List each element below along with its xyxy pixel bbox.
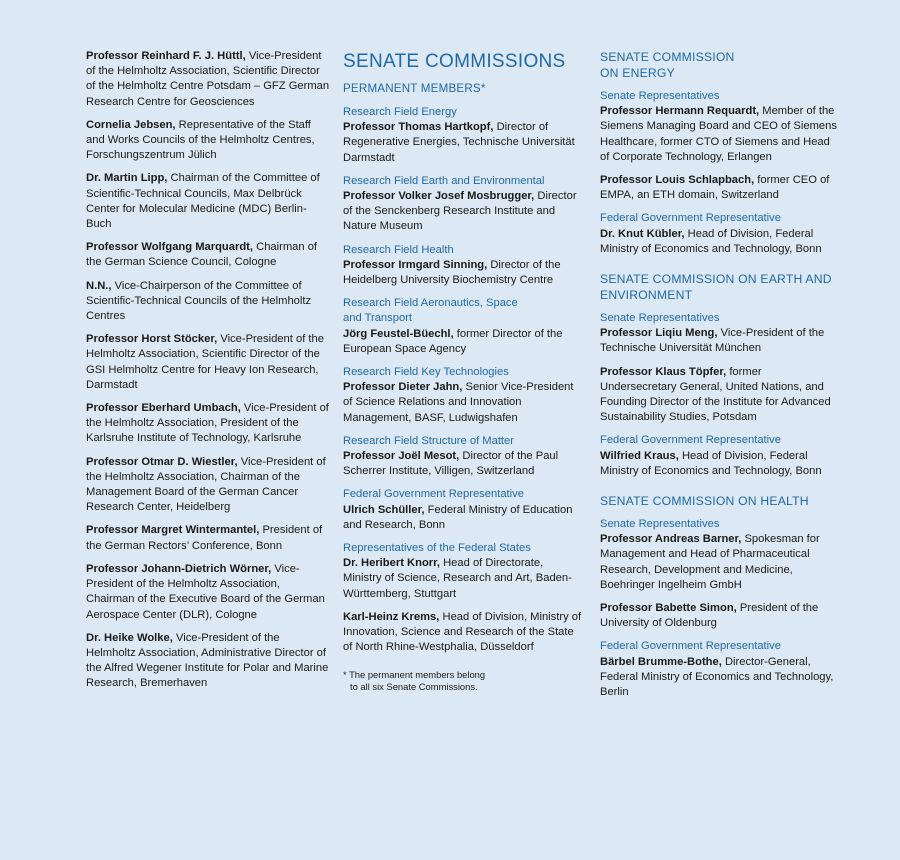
member-entry	[86, 49, 330, 110]
title-line: ON ENERGY	[600, 66, 675, 80]
member-entry	[86, 332, 330, 393]
member-name: Professor Horst Stöcker,	[86, 333, 218, 346]
member-name: Professor Joël Mesot,	[343, 450, 460, 463]
member-desc: Director-General, Federal Ministry of Economics and Technology, Berlin	[600, 655, 834, 699]
member-desc: Chairman of the German Science Council, Cologne	[86, 241, 318, 269]
member-desc: Vice-President of the Helmholtz Association, Administrative Director of the Alfred Wegener Institute for Polar and Marine Research, Bremerhaven	[86, 631, 329, 690]
member-name: Professor Thomas Hartkopf,	[343, 121, 494, 134]
member-desc: former Undersecretary General, United Nations, and Founding Director of the Institute for Advanced Sustainability Studies, Potsdam	[600, 365, 831, 424]
member-name: Professor Johann-Dietrich Wörner,	[86, 562, 272, 575]
member-name: Professor Louis Schlapbach,	[600, 174, 755, 187]
member-entry	[600, 173, 840, 203]
member-name: Professor Hermann Requardt,	[600, 105, 760, 118]
member-name: Ulrich Schüller,	[343, 503, 425, 516]
member-entry	[343, 503, 583, 533]
member-entry	[343, 327, 583, 357]
research-field-block	[343, 434, 583, 480]
member-desc: Vice-President of the Helmholtz Association, Chairman of the Management Board of the German Cancer Research Center, Heidelberg	[86, 455, 326, 514]
member-entry	[86, 401, 330, 447]
member-name: Professor Margret Wintermantel,	[86, 524, 260, 537]
footnote-line: * The permanent members belong	[343, 668, 486, 680]
member-name: Professor Irmgard Sinning,	[343, 258, 488, 271]
member-entry	[343, 189, 583, 235]
research-field-label: Research Field Aeronautics, Space and Transport	[343, 297, 518, 325]
member-desc: Member of the Siemens Managing Board and CEO of Siemens Healthcare, former CTO of Siemens and Head of Corporate Technology, Erlangen	[600, 105, 837, 163]
member-entry	[600, 365, 840, 426]
member-entry	[86, 171, 330, 232]
member-desc: Head of Directorate, Ministry of Science, Research and Art, Baden-Württemberg, Stuttgart	[343, 557, 572, 600]
federal-government-label: Federal Government Representative	[600, 434, 781, 447]
senate-representatives-label: Senate Representatives	[600, 312, 720, 325]
member-name: Dr. Martin Lipp,	[86, 172, 168, 185]
member-name: Professor Volker Josef Mosbrugger,	[343, 190, 535, 203]
member-name: Professor Liqiu Meng,	[600, 327, 718, 340]
member-entry	[86, 631, 330, 692]
member-name: Bärbel Brumme-Bothe,	[600, 655, 722, 668]
member-desc: Director of Regenerative Energies, Technische Universität Darmstadt	[343, 121, 575, 164]
member-desc: Senior Vice-President of Science Relations and Innovation Management, BASF, Ludwigshafen	[343, 381, 574, 424]
member-desc: Head of Division, Federal Ministry of Economics and Technology, Bonn	[600, 227, 822, 255]
federal-government-label: Federal Government Representative	[600, 212, 781, 225]
permanent-members-heading: PERMANENT MEMBERS*	[343, 82, 486, 95]
member-desc: President of the German Rectors’ Conference, Bonn	[86, 524, 323, 552]
federal-government-label: Federal Government Representative	[343, 488, 524, 501]
right-column	[600, 49, 840, 700]
research-field-block	[343, 243, 583, 289]
member-desc: Director of the Heidelberg University Biochemistry Centre	[343, 258, 561, 287]
federal-government-block	[343, 487, 583, 533]
member-desc: Director of the Paul Scherrer Institute, Villigen, Switzerland	[343, 450, 559, 478]
member-desc: Vice-President of the Helmholtz Association, Scientific Director of the Helmholtz Centre Potsdam – GFZ German Research Centre for Geosciences	[86, 50, 330, 108]
left-column	[86, 49, 330, 700]
member-entry	[86, 279, 330, 325]
member-entry	[600, 532, 840, 593]
senate-representatives-label: Senate Representatives	[600, 90, 720, 102]
member-name: Dr. Heike Wolke,	[86, 631, 173, 644]
member-entry	[600, 326, 840, 356]
member-desc: Head of Division, Ministry of Innovation, Science and Research of the State of North Rhine-Westphalia, Düsseldorf	[343, 610, 582, 654]
member-name: Jörg Feustel-Büechl,	[343, 327, 454, 340]
member-name: Dr. Knut Kübler,	[600, 227, 685, 240]
title-line: ENVIRONMENT	[600, 288, 693, 303]
title-line: SENATE COMMISSION ON EARTH AND	[600, 272, 832, 287]
research-field-block	[343, 365, 583, 426]
research-field-block	[343, 296, 583, 357]
commission-earth-title	[600, 271, 840, 303]
member-desc: Vice-Chairperson of the Committee of Scientific-Technical Councils of the Helmholtz Centres	[86, 279, 312, 323]
member-entry	[86, 562, 330, 623]
federal-states-block	[343, 610, 583, 656]
member-entry	[343, 449, 583, 479]
member-desc: Vice-President of the Helmholtz Association, President of the Karlsruhe Institute of Technology, Karlsruhe	[86, 402, 329, 445]
member-name: Wilfried Kraus,	[600, 449, 679, 462]
federal-states-label: Representatives of the Federal States	[343, 542, 531, 555]
member-desc: Head of Division, Federal Ministry of Economics and Technology, Bonn	[600, 449, 822, 477]
research-field-label: Research Field Health	[343, 243, 454, 256]
member-name: Professor Babette Simon,	[600, 602, 737, 615]
member-entry	[343, 380, 583, 426]
member-name: Cornelia Jebsen,	[86, 118, 176, 131]
member-entry	[86, 523, 330, 553]
member-entry	[343, 610, 583, 656]
member-entry	[600, 449, 840, 479]
member-name: Professor Eberhard Umbach,	[86, 402, 241, 415]
member-name: Professor Dieter Jahn,	[343, 381, 463, 394]
member-name: Professor Reinhard F. J. Hüttl,	[86, 50, 246, 62]
member-name: Professor Otmar D. Wiestler,	[86, 455, 238, 468]
member-desc: Vice-President of the Helmholtz Association, Chairman of the Executive Board of the German Aerospace Center (DLR), Cologne	[86, 562, 325, 621]
member-entry	[86, 240, 330, 270]
member-entry	[86, 118, 330, 164]
page-title: SENATE COMMISSIONS	[343, 51, 566, 72]
commission-energy-title	[600, 49, 840, 81]
footnote-line: to all six Senate Commissions.	[350, 680, 478, 692]
member-desc: Director of the Senckenberg Research Institute and Nature Museum	[343, 190, 577, 233]
federal-states-block	[343, 541, 583, 602]
research-field-block	[343, 105, 583, 166]
member-desc: Spokesman for Management and Head of Pharmaceutical Research, Development and Medicine, Boehringer Ingelheim GmbH	[600, 533, 820, 591]
footnote	[343, 669, 583, 693]
research-field-label: Research Field Key Technologies	[343, 366, 509, 379]
member-desc: Vice-President of the Helmholtz Association, Scientific Director of the GSI Helmholtz Centre for Heavy Ion Research, Darmstadt	[86, 333, 324, 391]
member-entry	[600, 104, 840, 165]
commission-health-title: SENATE COMMISSION ON HEALTH	[600, 494, 809, 509]
member-desc: former Director of the European Space Agency	[343, 327, 563, 355]
middle-column	[343, 49, 583, 693]
research-field-label: Research Field Earth and Environmental	[343, 174, 545, 187]
member-entry	[600, 227, 840, 257]
member-desc: Federal Ministry of Education and Research, Bonn	[343, 503, 573, 531]
federal-government-label: Federal Government Representative	[600, 640, 781, 653]
member-name: Professor Wolfgang Marquardt,	[86, 241, 253, 254]
member-entry	[600, 655, 840, 701]
member-name: Professor Andreas Barner,	[600, 533, 742, 546]
senate-representatives-label: Senate Representatives	[600, 518, 720, 531]
member-entry	[343, 258, 583, 288]
member-name: N.N.,	[86, 279, 112, 292]
research-field-block	[343, 174, 583, 235]
research-field-label: Research Field Energy	[343, 106, 457, 118]
member-desc: Chairman of the Committee of Scientific-Technical Councils, Max Delbrück Center for Molecular Medicine (MDC) Berlin-Buch	[86, 172, 320, 231]
member-name: Karl-Heinz Krems,	[343, 610, 440, 623]
research-field-label: Research Field Structure of Matter	[343, 434, 514, 447]
member-desc: former CEO of EMPA, an ETH domain, Switzerland	[600, 174, 830, 202]
member-entry	[343, 556, 583, 602]
member-desc: Representative of the Staff and Works Councils of the Helmholtz Centres, Forschungszentrum Jülich	[86, 118, 315, 162]
member-entry	[343, 120, 583, 166]
member-desc: President of the University of Oldenburg	[600, 602, 819, 630]
member-name: Professor Klaus Töpfer,	[600, 365, 727, 378]
member-entry	[86, 455, 330, 516]
member-entry	[600, 601, 840, 631]
title-line: SENATE COMMISSION	[600, 50, 735, 64]
member-desc: Vice-President of the Technische Universität München	[600, 327, 825, 355]
member-name: Dr. Heribert Knorr,	[343, 557, 440, 570]
